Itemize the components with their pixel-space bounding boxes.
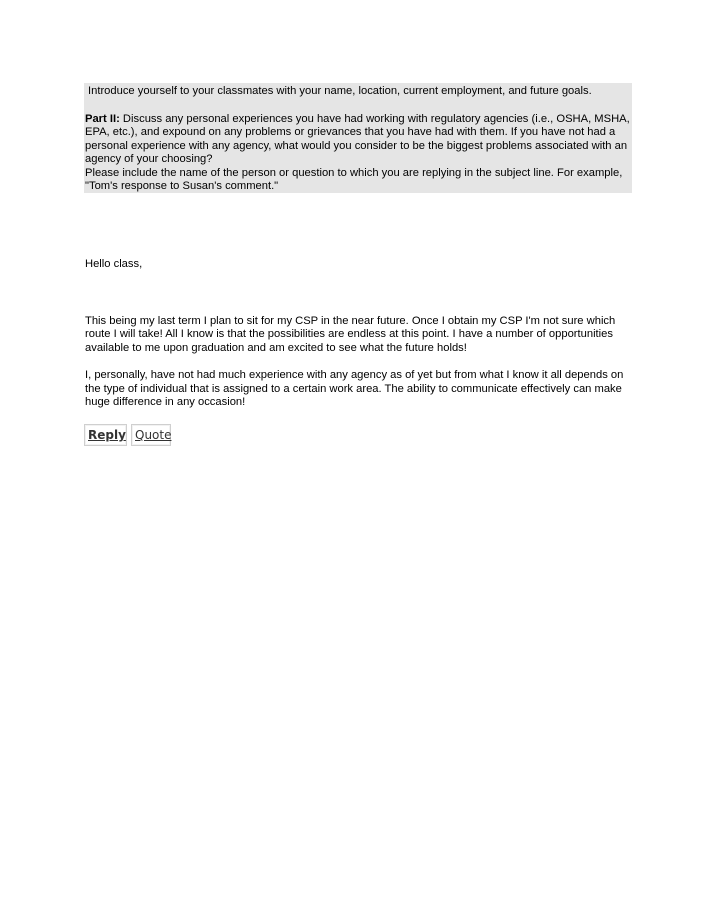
post-actions: [84, 424, 171, 446]
quote-button[interactable]: Quote: [131, 424, 171, 446]
reply-button[interactable]: Reply: [84, 424, 127, 446]
part2-text: Discuss any personal experiences you have had working with regulatory agencies (i.e., OSHA, MSHA, EPA, etc.), and expound on any problems or grievances that you have had with them. If you have not had a personal experience with any agency, what would you consider to be the biggest problems associated with an agency of your choosing?: [85, 112, 630, 165]
post-body: [85, 258, 633, 410]
post-greeting: Hello class,: [85, 258, 143, 270]
prompt-note: Please include the name of the person or question to which you are replying in the subject line. For example, "Tom's response to Susan's comment.": [85, 166, 623, 192]
part2-label: Part II:: [85, 112, 120, 125]
assignment-prompt: [84, 83, 632, 193]
post-paragraph-2: I, personally, have not had much experience with any agency as of yet but from what I know it all depends on the type of individual that is assigned to a certain work area. The ability to communicate effectively can make huge difference in any occasion!: [85, 369, 624, 408]
prompt-intro: Introduce yourself to your classmates with your name, location, current employment, and future goals.: [88, 85, 592, 97]
post-paragraph-1: This being my last term I plan to sit for my CSP in the near future. Once I obtain my CSP I'm not sure which route I will take! All I know is that the possibilities are endless at this point. I have a number of opportunities available to me upon graduation and am excited to see what the future holds!: [85, 314, 616, 354]
prompt-part2: [85, 113, 631, 167]
